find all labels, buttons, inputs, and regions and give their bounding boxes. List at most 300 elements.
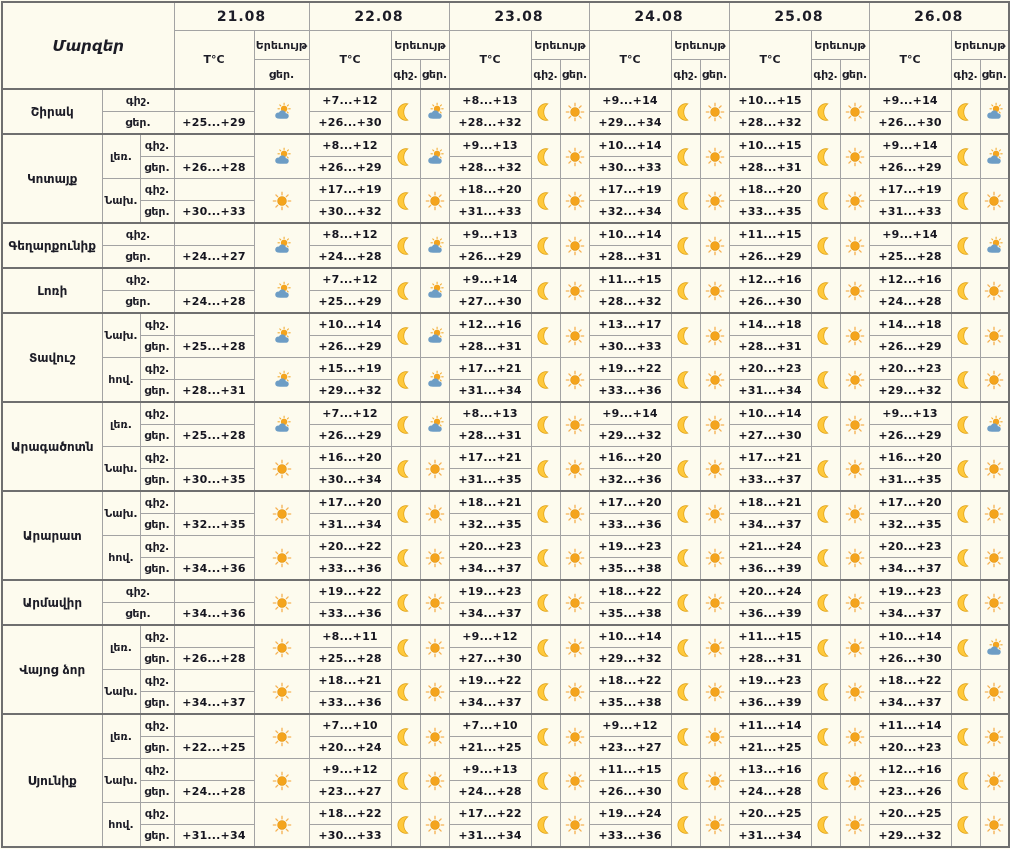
night-icon-cell — [531, 358, 560, 403]
day-temp-cell: +31...+35 — [869, 469, 951, 492]
forecast-row-night — [2, 536, 1009, 558]
clear-night-icon — [956, 326, 976, 346]
night-label-cell: գիշ. — [140, 625, 174, 648]
sunny-icon — [705, 147, 725, 167]
night-icon-cell — [531, 223, 560, 268]
partly-cloudy-icon — [425, 147, 445, 167]
day-icon-cell — [420, 268, 449, 313]
day-icon-cell — [254, 536, 309, 581]
sunny-icon — [845, 638, 865, 658]
day-temp-cell: +31...+35 — [449, 469, 531, 492]
day-temp-cell: +24...+28 — [449, 781, 531, 803]
day-icon-cell — [420, 89, 449, 134]
subregion-cell: հով. — [102, 536, 140, 581]
day-temp-cell: +31...+34 — [449, 380, 531, 403]
day-temp-cell: +34...+37 — [449, 692, 531, 715]
sunny-icon — [705, 638, 725, 658]
clear-night-icon — [536, 504, 556, 524]
night-temp-cell: +19...+22 — [589, 358, 671, 380]
sunny-icon — [984, 370, 1004, 390]
clear-night-icon — [956, 727, 976, 747]
day-icon-cell — [560, 670, 589, 715]
night-temp-cell: +10...+14 — [589, 134, 671, 157]
day-icon-cell — [420, 714, 449, 759]
night-temp-cell: +14...+18 — [869, 313, 951, 336]
subregion-cell: Նախ. — [102, 313, 140, 358]
night-icon-cell — [391, 491, 420, 536]
night-temp-cell: +19...+22 — [449, 670, 531, 692]
clear-night-icon — [816, 815, 836, 835]
sunny-icon — [565, 326, 585, 346]
subregion-cell: լեռ. — [102, 714, 140, 759]
clear-night-icon — [956, 370, 976, 390]
night-icon-cell — [811, 134, 840, 179]
clear-night-icon — [956, 459, 976, 479]
night-icon-cell — [531, 268, 560, 313]
day-icon-cell — [700, 223, 729, 268]
night-temp-cell: +20...+22 — [309, 536, 391, 558]
forecast-row-night — [2, 447, 1009, 469]
clear-night-icon — [536, 281, 556, 301]
night-temp-cell: +20...+23 — [449, 536, 531, 558]
sunny-icon — [845, 281, 865, 301]
night-temp-cell: +18...+21 — [449, 491, 531, 514]
day-temp-cell: +35...+38 — [589, 603, 671, 626]
day-temp-cell: +28...+31 — [174, 380, 254, 403]
night-temp-cell: +9...+13 — [449, 134, 531, 157]
day-icon-cell — [700, 536, 729, 581]
clear-night-icon — [536, 459, 556, 479]
clear-night-icon — [396, 191, 416, 211]
day-icon-cell — [980, 580, 1009, 625]
sunny-icon — [845, 326, 865, 346]
night-icon-cell — [671, 268, 700, 313]
clear-night-icon — [676, 102, 696, 122]
clear-night-icon — [676, 593, 696, 613]
day-temp-cell: +28...+31 — [589, 246, 671, 269]
day-temp-cell: +23...+26 — [869, 781, 951, 803]
clear-night-icon — [536, 727, 556, 747]
night-temp-cell: +10...+14 — [869, 625, 951, 648]
night-temp-cell — [174, 447, 254, 469]
night-label-cell: գիշ. — [102, 268, 174, 291]
night-temp-cell: +9...+13 — [449, 223, 531, 246]
subregion-cell: Նախ. — [102, 179, 140, 224]
day-temp-cell: +26...+29 — [869, 336, 951, 358]
night-temp-cell: +17...+21 — [729, 447, 811, 469]
night-temp-cell: +9...+14 — [869, 134, 951, 157]
day-icon-cell — [420, 313, 449, 358]
clear-night-icon — [536, 771, 556, 791]
sunny-icon — [845, 236, 865, 256]
sunny-icon — [565, 504, 585, 524]
night-icon-cell — [391, 179, 420, 224]
night-icon-cell — [671, 625, 700, 670]
day-subheader-25.08: ցեր. — [840, 60, 869, 90]
day-temp-cell: +25...+28 — [174, 336, 254, 358]
night-temp-cell: +10...+14 — [589, 625, 671, 648]
clear-night-icon — [816, 191, 836, 211]
subregion-cell: Նախ. — [102, 447, 140, 492]
night-icon-cell — [391, 223, 420, 268]
clear-night-icon — [536, 638, 556, 658]
partly-cloudy-icon — [425, 281, 445, 301]
forecast-row-night — [2, 268, 1009, 291]
clear-night-icon — [956, 147, 976, 167]
night-temp-cell: +7...+12 — [309, 89, 391, 112]
night-temp-cell: +9...+12 — [449, 625, 531, 648]
sunny-icon — [565, 191, 585, 211]
subregion-cell: լեռ. — [102, 625, 140, 670]
night-temp-cell — [174, 268, 254, 291]
day-temp-cell: +31...+34 — [729, 825, 811, 848]
sunny-icon — [845, 548, 865, 568]
partly-cloudy-icon — [425, 102, 445, 122]
night-temp-cell: +8...+11 — [309, 625, 391, 648]
day-label-cell: ցեր. — [102, 291, 174, 314]
sunny-icon — [565, 415, 585, 435]
night-temp-cell: +8...+13 — [449, 89, 531, 112]
day-temp-cell: +28...+31 — [449, 336, 531, 358]
clear-night-icon — [816, 504, 836, 524]
night-temp-cell: +20...+25 — [729, 803, 811, 825]
day-icon-cell — [980, 714, 1009, 759]
day-icon-cell — [840, 358, 869, 403]
night-label-cell: գիշ. — [140, 491, 174, 514]
night-icon-cell — [671, 402, 700, 447]
day-temp-cell: +32...+35 — [869, 514, 951, 536]
clear-night-icon — [816, 682, 836, 702]
night-icon-cell — [951, 358, 980, 403]
day-icon-cell — [840, 670, 869, 715]
clear-night-icon — [816, 638, 836, 658]
night-temp-cell: +7...+10 — [449, 714, 531, 737]
night-icon-cell — [391, 580, 420, 625]
sunny-icon — [565, 548, 585, 568]
night-label-cell: գիշ. — [140, 447, 174, 469]
day-icon-cell — [560, 134, 589, 179]
sunny-icon — [845, 102, 865, 122]
sunny-icon — [845, 682, 865, 702]
night-icon-cell — [811, 536, 840, 581]
night-temp-cell: +12...+16 — [449, 313, 531, 336]
day-icon-cell — [700, 625, 729, 670]
day-temp-cell: +33...+36 — [309, 603, 391, 626]
night-temp-cell: +10...+14 — [729, 402, 811, 425]
day-icon-cell — [560, 759, 589, 803]
sunny-icon — [705, 682, 725, 702]
sunny-icon — [272, 191, 292, 211]
sunny-icon — [984, 815, 1004, 835]
day-icon-cell — [560, 402, 589, 447]
clear-night-icon — [956, 638, 976, 658]
day-icon-cell — [980, 803, 1009, 848]
day-temp-cell: +34...+37 — [869, 692, 951, 715]
night-temp-cell: +14...+18 — [729, 313, 811, 336]
sunny-icon — [705, 236, 725, 256]
day-label-cell: ցեր. — [140, 692, 174, 715]
day-icon-cell — [980, 625, 1009, 670]
day-icon-cell — [700, 670, 729, 715]
night-icon-cell — [531, 536, 560, 581]
subregion-cell: լեռ. — [102, 134, 140, 179]
night-icon-cell — [531, 714, 560, 759]
night-temp-cell: +13...+17 — [589, 313, 671, 336]
day-icon-cell — [420, 402, 449, 447]
night-temp-cell: +8...+12 — [309, 223, 391, 246]
day-icon-cell — [700, 447, 729, 492]
night-icon-cell — [391, 759, 420, 803]
night-temp-cell — [174, 714, 254, 737]
day-temp-cell: +30...+33 — [589, 336, 671, 358]
day-temp-cell: +26...+30 — [869, 648, 951, 670]
day-icon-cell — [254, 491, 309, 536]
day-temp-cell: +21...+25 — [449, 737, 531, 759]
sunny-icon — [565, 682, 585, 702]
partly-cloudy-icon — [425, 236, 445, 256]
day-temp-cell: +20...+23 — [869, 737, 951, 759]
day-icon-cell — [980, 491, 1009, 536]
night-temp-cell: +9...+12 — [589, 714, 671, 737]
night-temp-cell: +12...+16 — [869, 268, 951, 291]
subregion-cell: Նախ. — [102, 491, 140, 536]
night-icon-cell — [811, 358, 840, 403]
day-temp-cell: +28...+31 — [729, 157, 811, 179]
day-icon-cell — [254, 89, 309, 134]
sunny-icon — [272, 638, 292, 658]
sunny-icon — [565, 815, 585, 835]
day-temp-cell: +23...+27 — [309, 781, 391, 803]
day-temp-cell: +24...+28 — [174, 781, 254, 803]
sunny-icon — [845, 727, 865, 747]
forecast-row-night — [2, 759, 1009, 781]
date-header-22.08: 22.08 — [309, 2, 449, 31]
clear-night-icon — [536, 326, 556, 346]
sunny-icon — [845, 771, 865, 791]
day-icon-cell — [254, 625, 309, 670]
clear-night-icon — [396, 548, 416, 568]
table-header — [2, 2, 1009, 89]
day-icon-cell — [840, 447, 869, 492]
day-icon-cell — [560, 447, 589, 492]
sunny-icon — [984, 504, 1004, 524]
partly-cloudy-icon — [272, 415, 292, 435]
day-icon-cell — [560, 580, 589, 625]
day-icon-cell — [420, 670, 449, 715]
day-temp-cell: +24...+27 — [174, 246, 254, 269]
day-icon-cell — [254, 268, 309, 313]
night-icon-cell — [951, 447, 980, 492]
night-temp-cell: +20...+24 — [729, 580, 811, 603]
clear-night-icon — [816, 102, 836, 122]
day-temp-cell: +26...+29 — [309, 336, 391, 358]
clear-night-icon — [676, 147, 696, 167]
date-header-21.08: 21.08 — [174, 2, 309, 31]
night-temp-cell: +9...+14 — [869, 223, 951, 246]
night-temp-cell: +18...+20 — [729, 179, 811, 201]
day-temp-cell: +26...+29 — [309, 157, 391, 179]
night-temp-cell: +7...+12 — [309, 268, 391, 291]
day-temp-cell: +28...+32 — [589, 291, 671, 314]
night-temp-cell: +21...+24 — [729, 536, 811, 558]
sunny-icon — [565, 370, 585, 390]
sunny-icon — [565, 102, 585, 122]
day-icon-cell — [420, 491, 449, 536]
clear-night-icon — [536, 815, 556, 835]
night-icon-cell — [811, 714, 840, 759]
day-icon-cell — [980, 268, 1009, 313]
day-temp-cell: +25...+28 — [869, 246, 951, 269]
day-temp-cell: +24...+28 — [869, 291, 951, 314]
date-header-23.08: 23.08 — [449, 2, 589, 31]
partly-cloudy-icon — [272, 102, 292, 122]
phenomenon-header-22.08: Երեւույթ — [391, 31, 449, 60]
clear-night-icon — [956, 771, 976, 791]
sunny-icon — [705, 727, 725, 747]
night-temp-cell: +19...+23 — [869, 580, 951, 603]
night-temp-cell: +20...+23 — [869, 536, 951, 558]
day-icon-cell — [840, 536, 869, 581]
night-icon-cell — [391, 89, 420, 134]
day-temp-cell: +26...+30 — [869, 112, 951, 135]
night-temp-cell: +17...+19 — [589, 179, 671, 201]
day-icon-cell — [980, 223, 1009, 268]
clear-night-icon — [676, 638, 696, 658]
night-label-cell: գիշ. — [140, 313, 174, 336]
day-temp-cell: +34...+37 — [174, 692, 254, 715]
partly-cloudy-icon — [272, 370, 292, 390]
night-temp-cell: +9...+14 — [589, 402, 671, 425]
forecast-row-night — [2, 580, 1009, 603]
night-icon-cell — [671, 536, 700, 581]
day-label-cell: ցեր. — [140, 425, 174, 447]
night-icon-cell — [391, 358, 420, 403]
day-icon-cell — [980, 447, 1009, 492]
day-temp-cell: +32...+35 — [449, 514, 531, 536]
night-temp-cell: +12...+16 — [729, 268, 811, 291]
day-icon-cell — [980, 89, 1009, 134]
day-icon-cell — [254, 402, 309, 447]
night-temp-cell: +16...+20 — [869, 447, 951, 469]
day-icon-cell — [560, 714, 589, 759]
clear-night-icon — [816, 281, 836, 301]
day-temp-cell: +29...+32 — [309, 380, 391, 403]
day-temp-cell: +29...+32 — [869, 380, 951, 403]
night-icon-cell — [391, 803, 420, 848]
night-icon-cell — [951, 803, 980, 848]
night-icon-cell — [531, 580, 560, 625]
forecast-row-night — [2, 223, 1009, 246]
day-temp-cell: +24...+28 — [174, 291, 254, 314]
region-cell: Գեղարքունիք — [2, 223, 102, 268]
day-icon-cell — [840, 714, 869, 759]
day-temp-cell: +33...+36 — [589, 380, 671, 403]
night-icon-cell — [391, 536, 420, 581]
clear-night-icon — [676, 191, 696, 211]
day-icon-cell — [840, 803, 869, 848]
sunny-icon — [425, 727, 445, 747]
forecast-row-night — [2, 402, 1009, 425]
day-icon-cell — [980, 313, 1009, 358]
sunny-icon — [425, 638, 445, 658]
day-temp-cell: +22...+25 — [174, 737, 254, 759]
sunny-icon — [705, 415, 725, 435]
day-icon-cell — [560, 179, 589, 224]
day-icon-cell — [560, 313, 589, 358]
night-icon-cell — [671, 803, 700, 848]
clear-night-icon — [396, 147, 416, 167]
day-temp-cell: +33...+36 — [309, 692, 391, 715]
clear-night-icon — [536, 593, 556, 613]
temp-header-26.08: T°C — [869, 31, 951, 90]
day-label-cell: ցեր. — [140, 469, 174, 492]
region-cell: Արմավիր — [2, 580, 102, 625]
day-temp-cell: +30...+34 — [309, 469, 391, 492]
night-label-cell: գիշ. — [140, 179, 174, 201]
subregion-cell: Նախ. — [102, 759, 140, 803]
night-icon-cell — [531, 491, 560, 536]
subregion-cell: Նախ. — [102, 670, 140, 715]
day-icon-cell — [254, 223, 309, 268]
night-temp-cell: +8...+12 — [309, 134, 391, 157]
day-icon-cell — [254, 714, 309, 759]
day-icon-cell — [980, 179, 1009, 224]
night-temp-cell: +17...+22 — [449, 803, 531, 825]
night-temp-cell: +9...+13 — [449, 759, 531, 781]
day-temp-cell: +25...+29 — [174, 112, 254, 135]
day-temp-cell: +34...+37 — [449, 558, 531, 581]
night-icon-cell — [811, 625, 840, 670]
region-cell: Վայոց ձոր — [2, 625, 102, 714]
night-icon-cell — [951, 759, 980, 803]
forecast-row-night — [2, 714, 1009, 737]
sunny-icon — [845, 593, 865, 613]
night-temp-cell: +16...+20 — [309, 447, 391, 469]
night-temp-cell: +17...+20 — [869, 491, 951, 514]
day-temp-cell: +26...+29 — [729, 246, 811, 269]
night-icon-cell — [391, 402, 420, 447]
day-icon-cell — [420, 625, 449, 670]
day-icon-cell — [840, 223, 869, 268]
day-temp-cell: +26...+29 — [869, 425, 951, 447]
night-icon-cell — [671, 89, 700, 134]
clear-night-icon — [956, 593, 976, 613]
night-temp-cell: +18...+22 — [869, 670, 951, 692]
clear-night-icon — [816, 236, 836, 256]
night-icon-cell — [951, 313, 980, 358]
day-icon-cell — [700, 803, 729, 848]
sunny-icon — [984, 771, 1004, 791]
clear-night-icon — [676, 236, 696, 256]
night-icon-cell — [391, 268, 420, 313]
clear-night-icon — [396, 281, 416, 301]
night-temp-cell: +11...+15 — [589, 759, 671, 781]
night-temp-cell: +11...+15 — [589, 268, 671, 291]
night-icon-cell — [531, 134, 560, 179]
day-icon-cell — [980, 402, 1009, 447]
day-icon-cell — [840, 491, 869, 536]
day-icon-cell — [700, 268, 729, 313]
clear-night-icon — [396, 638, 416, 658]
day-temp-cell: +31...+34 — [449, 825, 531, 848]
day-icon-cell — [980, 536, 1009, 581]
sunny-icon — [565, 459, 585, 479]
night-icon-cell — [951, 134, 980, 179]
subregion-cell: հով. — [102, 803, 140, 848]
night-icon-cell — [671, 580, 700, 625]
night-temp-cell: +11...+14 — [869, 714, 951, 737]
day-label-cell: ցեր. — [140, 825, 174, 848]
